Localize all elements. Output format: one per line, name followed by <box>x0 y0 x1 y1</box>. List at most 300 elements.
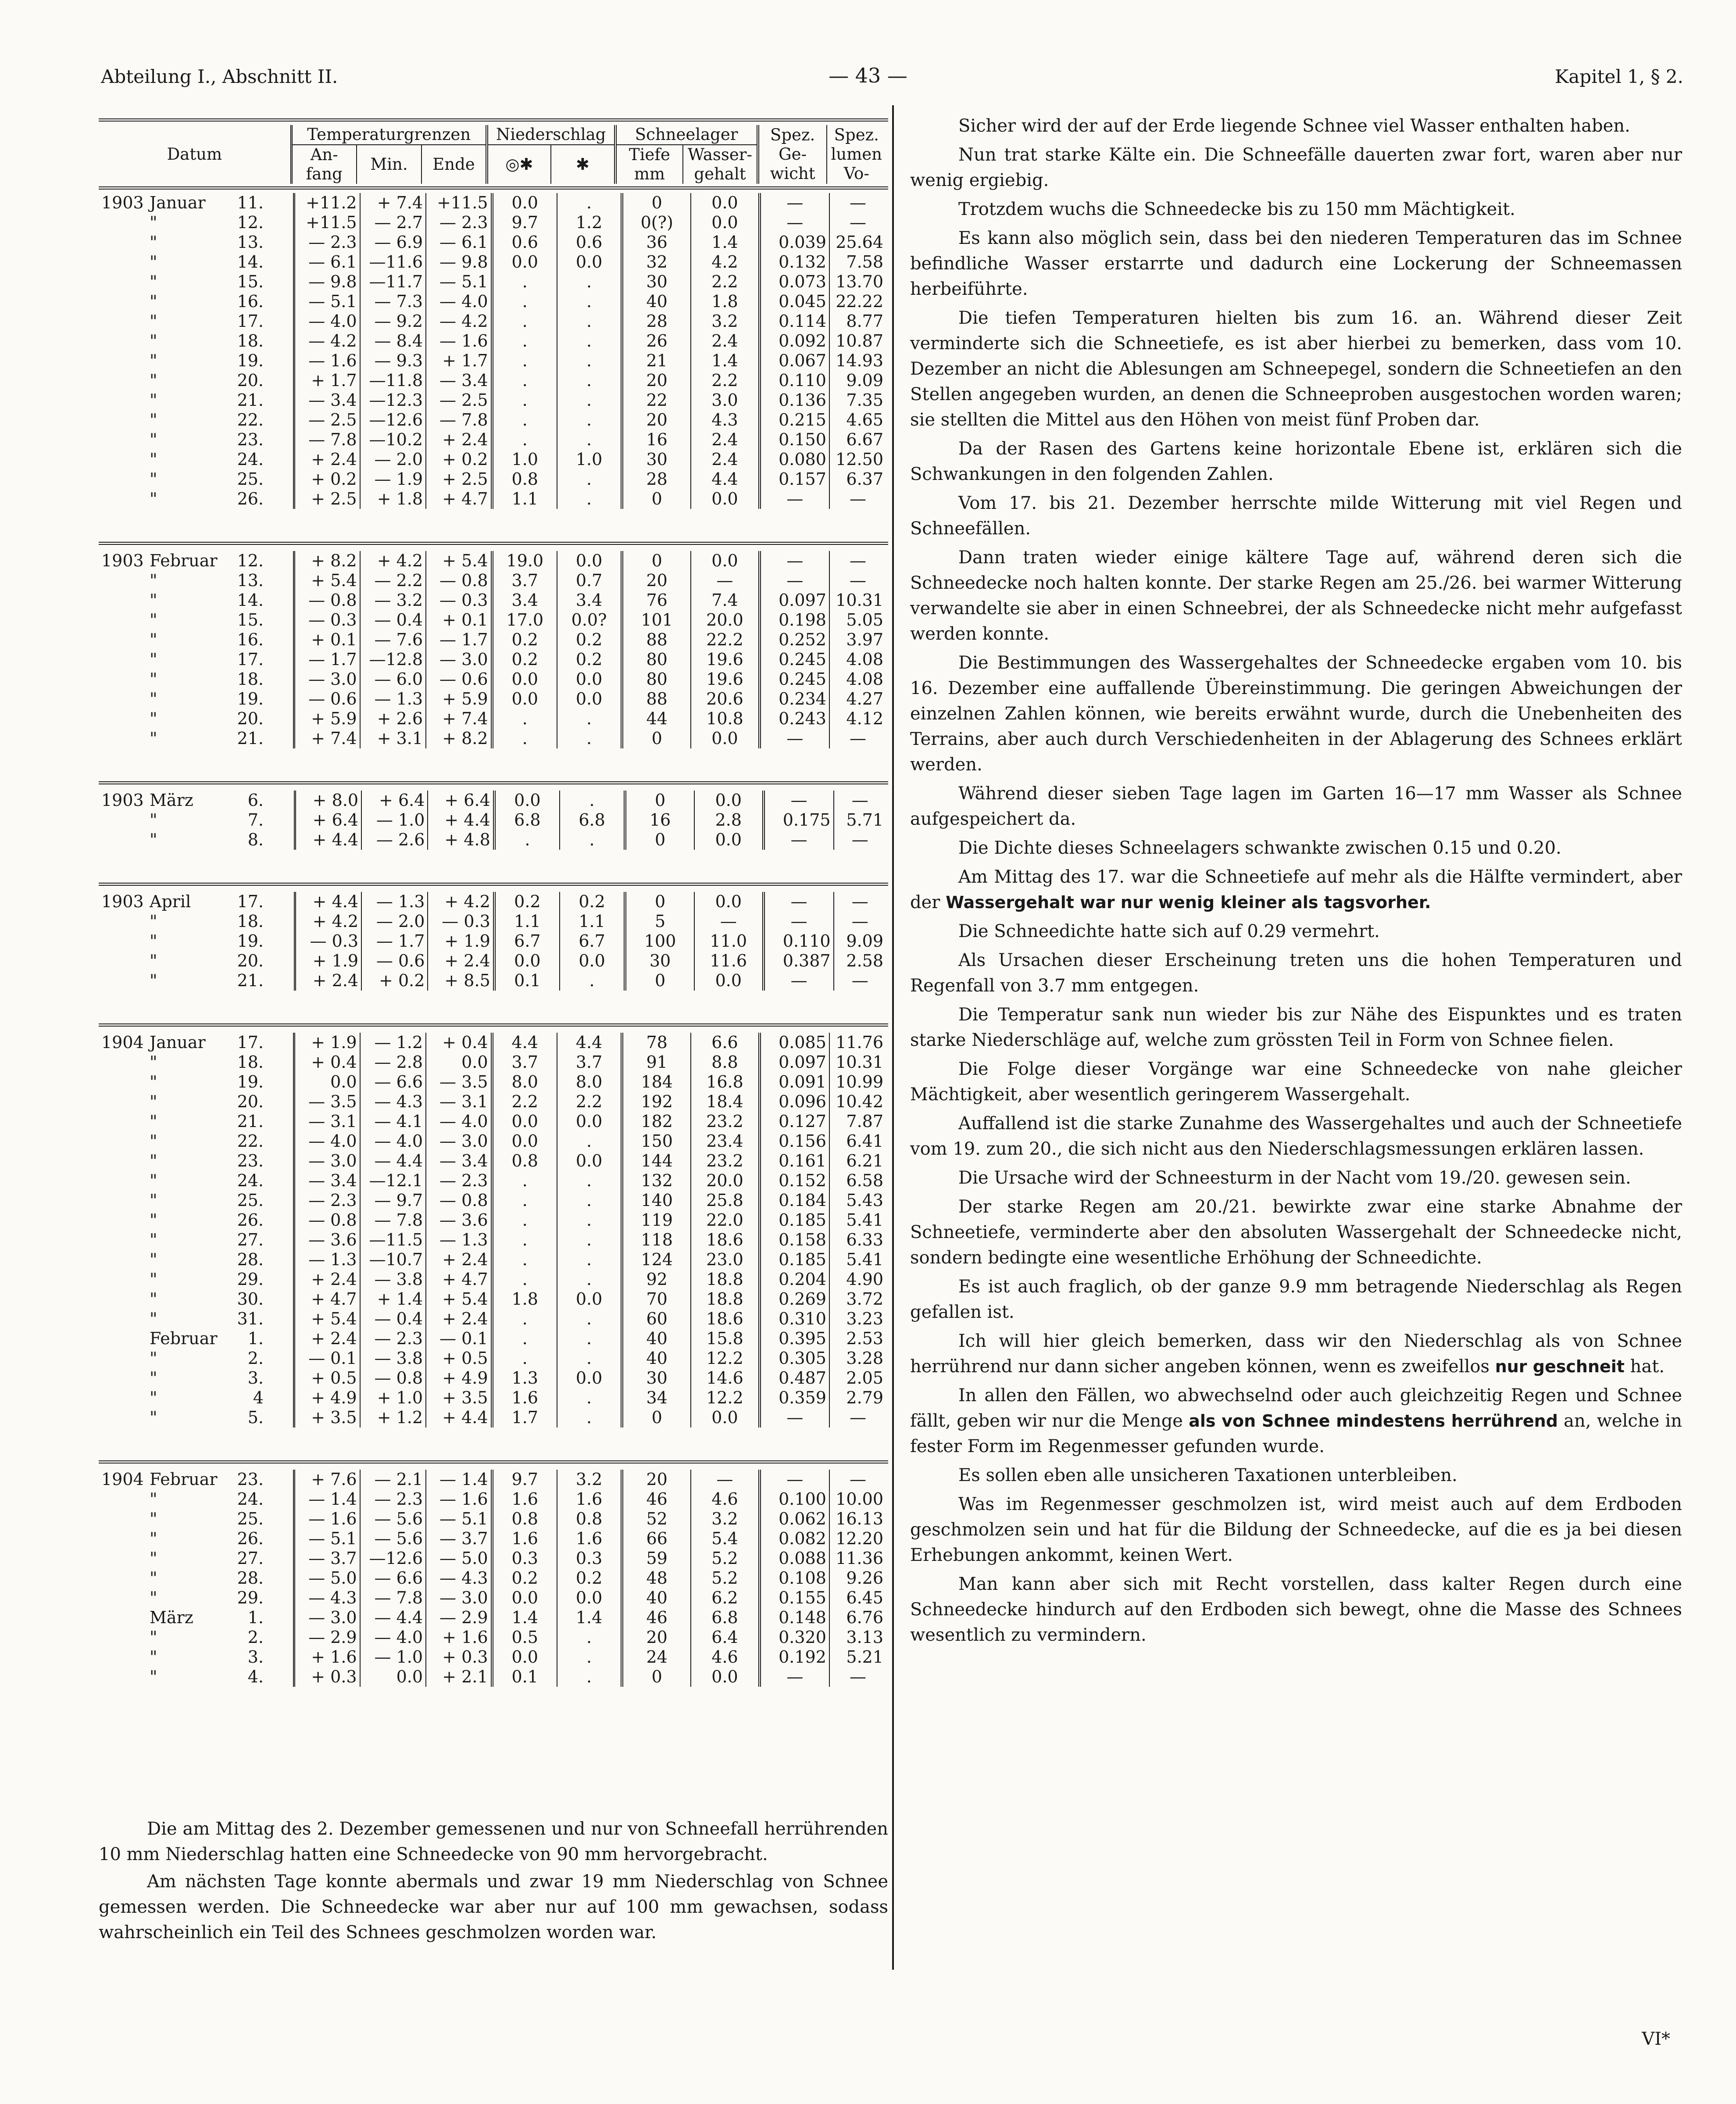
cell-min: — 9.3 <box>360 351 426 371</box>
cell-anfang: + 7.4 <box>294 729 360 748</box>
cell-tiefe: 0 <box>625 971 694 991</box>
cell-ende: — 2.5 <box>426 390 492 410</box>
cell-spez-volumen: 6.58 <box>829 1171 886 1191</box>
paragraph <box>910 1002 1682 1053</box>
cell-spez-gewicht: 0.136 <box>760 390 829 410</box>
cell-datum <box>99 292 294 311</box>
cell-tiefe: 40 <box>622 1588 691 1608</box>
cell-anfang: +11.2 <box>294 193 360 213</box>
cell-anfang: + 8.0 <box>295 791 361 810</box>
cell-min: — 2.7 <box>360 213 426 233</box>
cell-anfang: — 9.8 <box>294 272 360 292</box>
cell-spez-gewicht: 0.091 <box>760 1072 829 1092</box>
cell-schnee-niederschlag: . <box>557 1250 622 1270</box>
cell-schnee-niederschlag: 0.0 <box>557 669 622 689</box>
paragraph-text: Nun trat starke Kälte ein. Die Schneefälle dauerten zwar fort, waren aber nur wenig ergiebig. <box>910 145 1682 190</box>
header-schneelager: Schneelager <box>615 125 758 145</box>
cell-month: " <box>150 1509 157 1528</box>
cell-ende: + 5.4 <box>426 1289 492 1309</box>
cell-wassergehalt: 2.4 <box>691 430 760 450</box>
cell-month: " <box>150 610 157 630</box>
cell-schnee-niederschlag: 6.7 <box>560 931 625 951</box>
cell-spez-gewicht: — <box>760 193 829 213</box>
cell-spez-volumen: 3.13 <box>829 1628 886 1647</box>
cell-niederschlag: 2.2 <box>492 1092 557 1112</box>
cell-year: 1903 <box>101 551 144 570</box>
table-block <box>99 542 888 762</box>
cell-datum <box>99 1250 294 1270</box>
cell-spez-volumen: 3.23 <box>829 1309 886 1329</box>
cell-tiefe: 40 <box>622 292 691 311</box>
cell-schnee-niederschlag: . <box>560 971 625 991</box>
cell-month: " <box>150 1191 157 1210</box>
cell-ende: + 4.8 <box>428 830 494 850</box>
cell-wassergehalt: 18.6 <box>691 1309 760 1329</box>
cell-min: + 7.4 <box>360 193 426 213</box>
cell-tiefe: 140 <box>622 1191 691 1210</box>
table-row <box>99 469 886 489</box>
paragraph <box>910 197 1682 222</box>
cell-spez-volumen: — <box>829 551 886 571</box>
cell-spez-gewicht: 0.161 <box>760 1151 829 1171</box>
table-row <box>99 830 886 850</box>
cell-spez-volumen: 13.70 <box>829 272 886 292</box>
cell-spez-gewicht: 0.245 <box>760 669 829 689</box>
cell-tiefe: 0 <box>625 830 694 850</box>
cell-tiefe: 48 <box>622 1568 691 1588</box>
cell-min: —12.8 <box>360 650 426 669</box>
cell-spez-gewicht: 0.252 <box>760 630 829 650</box>
cell-niederschlag: 0.1 <box>492 1667 557 1687</box>
cell-tiefe: 28 <box>622 311 691 331</box>
cell-tiefe: 26 <box>622 331 691 351</box>
cell-min: — 4.3 <box>360 1092 426 1112</box>
table-row <box>99 1608 886 1628</box>
cell-schnee-niederschlag: . <box>557 1230 622 1250</box>
cell-tiefe: 28 <box>622 469 691 489</box>
cell-anfang: — 7.8 <box>294 430 360 450</box>
cell-schnee-niederschlag: . <box>557 1647 622 1667</box>
cell-month: " <box>150 1349 157 1368</box>
cell-day: 24. <box>237 450 264 469</box>
paragraph <box>910 490 1682 541</box>
cell-schnee-niederschlag: 0.0 <box>560 951 625 971</box>
cell-datum <box>99 1368 294 1388</box>
cell-anfang: — 3.0 <box>294 1151 360 1171</box>
cell-wassergehalt: 18.6 <box>691 1230 760 1250</box>
cell-day: 26. <box>237 1529 264 1548</box>
table-row <box>99 630 886 650</box>
cell-schnee-niederschlag: 1.2 <box>557 213 622 233</box>
cell-wassergehalt: 1.4 <box>691 351 760 371</box>
table-row <box>99 351 886 371</box>
cell-datum <box>99 912 295 931</box>
cell-wassergehalt: 4.4 <box>691 469 760 489</box>
cell-min: —11.8 <box>360 371 426 390</box>
cell-niederschlag: 1.7 <box>492 1408 557 1428</box>
cell-wassergehalt: 19.6 <box>691 650 760 669</box>
cell-min: — 7.8 <box>360 1210 426 1230</box>
cell-day: 24. <box>237 1489 264 1509</box>
table-row <box>99 1329 886 1349</box>
cell-tiefe: 46 <box>622 1489 691 1509</box>
cell-tiefe: 70 <box>622 1289 691 1309</box>
cell-spez-volumen: — <box>829 193 886 213</box>
cell-wassergehalt: 3.2 <box>691 1509 760 1529</box>
paragraph <box>910 1165 1682 1191</box>
cell-min: — 1.3 <box>360 689 426 709</box>
cell-spez-gewicht: 0.132 <box>760 252 829 272</box>
cell-month: " <box>150 1529 157 1548</box>
paragraph: Die am Mittag des 2. Dezember gemessenen und nur von Schneefall herrührenden 10 mm Niederschlag hatten eine Schneedecke von 90 mm hervorgebracht. <box>99 1819 888 1864</box>
cell-niederschlag: 9.7 <box>492 213 557 233</box>
cell-tiefe: 80 <box>622 669 691 689</box>
cell-year: 1903 <box>101 892 144 911</box>
cell-schnee-niederschlag: . <box>557 331 622 351</box>
cell-schnee-niederschlag: 1.6 <box>557 1529 622 1549</box>
cell-wassergehalt: 22.0 <box>691 1210 760 1230</box>
paragraph <box>910 545 1682 647</box>
cell-spez-volumen: 5.21 <box>829 1647 886 1667</box>
cell-niederschlag: 17.0 <box>492 610 557 630</box>
cell-niederschlag: 1.3 <box>492 1368 557 1388</box>
cell-year: 1903 <box>101 193 144 212</box>
cell-datum <box>99 1588 294 1608</box>
cell-ende: — 3.4 <box>426 1151 492 1171</box>
cell-spez-volumen: 8.77 <box>829 311 886 331</box>
cell-tiefe: 88 <box>622 630 691 650</box>
cell-tiefe: 16 <box>622 430 691 450</box>
table-top-rule <box>99 118 888 122</box>
cell-spez-volumen: 5.71 <box>834 810 886 830</box>
paragraph-text: Die Folge dieser Vorgänge war eine Schneedecke von nahe gleicher Mächtigkeit, aber wesentlich geringerem Wassergehalt. <box>910 1059 1682 1105</box>
header-niederschlag: Niederschlag <box>487 125 615 145</box>
cell-tiefe: 52 <box>622 1509 691 1529</box>
cell-min: — 6.6 <box>360 1568 426 1588</box>
table-row <box>99 709 886 729</box>
cell-ende: — 3.7 <box>426 1529 492 1549</box>
cell-schnee-niederschlag: . <box>557 1131 622 1151</box>
cell-spez-gewicht: 0.082 <box>760 1529 829 1549</box>
cell-wassergehalt: 23.2 <box>691 1112 760 1131</box>
cell-wassergehalt: 0.0 <box>694 830 764 850</box>
cell-day: 23. <box>237 1470 264 1489</box>
cell-ende: — 1.4 <box>426 1470 492 1489</box>
cell-anfang: + 4.2 <box>295 912 361 931</box>
table-row <box>99 551 886 571</box>
table-row <box>99 1052 886 1072</box>
cell-anfang: + 0.2 <box>294 469 360 489</box>
cell-day: 5. <box>247 1408 264 1427</box>
cell-month: Januar <box>150 193 206 212</box>
cell-month: " <box>150 430 157 449</box>
cell-datum <box>99 892 295 912</box>
cell-tiefe: 124 <box>622 1250 691 1270</box>
paragraph <box>910 1194 1682 1270</box>
cell-tiefe: 144 <box>622 1151 691 1171</box>
left-text-block <box>99 1816 888 1947</box>
cell-wassergehalt: 0.0 <box>694 971 764 991</box>
cell-datum <box>99 650 294 669</box>
cell-schnee-niederschlag: 2.2 <box>557 1092 622 1112</box>
cell-ende: + 2.4 <box>426 430 492 450</box>
cell-niederschlag: 0.8 <box>492 469 557 489</box>
cell-ende: — 3.5 <box>426 1072 492 1092</box>
cell-day: 12. <box>237 551 264 570</box>
table-row <box>99 489 886 509</box>
cell-min: — 7.6 <box>360 630 426 650</box>
cell-schnee-niederschlag: . <box>557 272 622 292</box>
cell-tiefe: 0 <box>622 1408 691 1428</box>
cell-day: 28. <box>237 1250 264 1269</box>
cell-spez-volumen: — <box>829 213 886 233</box>
cell-ende: + 2.4 <box>426 1250 492 1270</box>
cell-schnee-niederschlag: . <box>557 1349 622 1368</box>
cell-spez-gewicht: — <box>760 489 829 509</box>
cell-wassergehalt: 22.2 <box>691 630 760 650</box>
cell-spez-gewicht: 0.152 <box>760 1171 829 1191</box>
table-header <box>99 125 886 184</box>
cell-month: " <box>150 1628 157 1647</box>
paragraph-text: Die Temperatur sank nun wieder bis zur Nähe des Eispunktes und es traten starke Niederschläge auf, welche zum grössten Teil in Form von Schnee fielen. <box>910 1005 1682 1050</box>
cell-schnee-niederschlag: . <box>557 292 622 311</box>
cell-anfang: — 0.6 <box>294 689 360 709</box>
cell-niederschlag: . <box>494 830 560 850</box>
cell-schnee-niederschlag: 0.0 <box>557 551 622 571</box>
cell-schnee-niederschlag: 0.0 <box>557 1588 622 1608</box>
cell-month: " <box>150 1309 157 1328</box>
paragraph <box>910 1328 1682 1379</box>
cell-day: 21. <box>237 1112 264 1131</box>
cell-tiefe: 36 <box>622 233 691 252</box>
cell-datum <box>99 1529 294 1549</box>
cell-schnee-niederschlag: 3.7 <box>557 1052 622 1072</box>
cell-schnee-niederschlag: . <box>557 311 622 331</box>
paragraph <box>910 1056 1682 1107</box>
cell-spez-gewicht: 0.175 <box>764 810 834 830</box>
cell-month: " <box>150 1112 157 1131</box>
cell-min: — 2.3 <box>360 1489 426 1509</box>
cell-datum <box>99 551 294 571</box>
cell-schnee-niederschlag: 1.1 <box>560 912 625 931</box>
table-row <box>99 1388 886 1408</box>
cell-day: 30. <box>237 1289 264 1309</box>
table-row <box>99 1408 886 1428</box>
cell-day: 22. <box>237 410 264 429</box>
cell-ende: — 3.6 <box>426 1210 492 1230</box>
cell-niederschlag: 0.2 <box>492 630 557 650</box>
cell-anfang: + 4.4 <box>295 830 361 850</box>
cell-wassergehalt: 0.0 <box>691 729 760 748</box>
cell-spez-volumen: 2.05 <box>829 1368 886 1388</box>
paragraph-text: Auffallend ist die starke Zunahme des Wassergehaltes und auch der Schneetiefe vom 19. zum 20., die sich nicht aus den Niederschlagsmessungen erklären lassen. <box>910 1113 1682 1159</box>
cell-schnee-niederschlag: 0.8 <box>557 1509 622 1529</box>
table-row <box>99 590 886 610</box>
table-row <box>99 430 886 450</box>
cell-schnee-niederschlag: 0.2 <box>557 630 622 650</box>
cell-schnee-niederschlag: 6.8 <box>560 810 625 830</box>
cell-niederschlag: . <box>492 1309 557 1329</box>
paragraph-text: In allen den Fällen, wo abwechselnd oder auch gleichzeitig Regen und Schnee fällt, geben wir nur die Menge <box>910 1385 1682 1431</box>
cell-ende: — 6.1 <box>426 233 492 252</box>
cell-anfang: + 4.7 <box>294 1289 360 1309</box>
cell-anfang: — 3.0 <box>294 669 360 689</box>
cell-tiefe: 34 <box>622 1388 691 1408</box>
cell-spez-volumen: 4.65 <box>829 410 886 430</box>
cell-anfang: — 2.5 <box>294 410 360 430</box>
cell-niederschlag: . <box>492 331 557 351</box>
table-block <box>99 190 888 522</box>
cell-spez-volumen: 11.36 <box>829 1549 886 1568</box>
header-spez-volumen: Spez. lumen Vo- <box>827 125 886 184</box>
cell-spez-gewicht: 0.387 <box>764 951 834 971</box>
cell-spez-gewicht: 0.215 <box>760 410 829 430</box>
cell-anfang: + 2.4 <box>295 971 361 991</box>
cell-schnee-niederschlag: . <box>557 1309 622 1329</box>
cell-spez-gewicht: — <box>764 892 834 912</box>
cell-datum <box>99 469 294 489</box>
cell-anfang: 0.0 <box>294 1072 360 1092</box>
cell-anfang: — 4.0 <box>294 1131 360 1151</box>
cell-wassergehalt: 18.4 <box>691 1092 760 1112</box>
cell-datum <box>99 233 294 252</box>
cell-spez-gewicht: 0.395 <box>760 1329 829 1349</box>
cell-min: — 1.0 <box>360 1647 426 1667</box>
cell-month: " <box>150 1270 157 1289</box>
cell-min: — 4.0 <box>360 1131 426 1151</box>
cell-ende: — 2.3 <box>426 1171 492 1191</box>
table-row <box>99 1349 886 1368</box>
table-row <box>99 912 886 931</box>
cell-datum <box>99 450 294 469</box>
paragraph-text: Die Dichte dieses Schneelagers schwankte zwischen 0.15 und 0.20. <box>958 838 1561 858</box>
cell-spez-volumen: — <box>834 912 886 931</box>
cell-niederschlag: . <box>492 1329 557 1349</box>
cell-schnee-niederschlag: 0.0 <box>557 1289 622 1309</box>
cell-day: 2. <box>247 1628 264 1647</box>
cell-tiefe: 30 <box>622 450 691 469</box>
cell-spez-volumen: 10.00 <box>829 1489 886 1509</box>
cell-spez-gewicht: 0.088 <box>760 1549 829 1568</box>
paragraph-text: Vom 17. bis 21. Dezember herrschte milde Witterung mit viel Regen und Schneefällen. <box>910 493 1682 539</box>
table-row <box>99 1072 886 1092</box>
cell-datum <box>99 1052 294 1072</box>
cell-tiefe: 40 <box>622 1349 691 1368</box>
table-row <box>99 650 886 669</box>
cell-month: " <box>150 351 157 370</box>
cell-wassergehalt: 4.3 <box>691 410 760 430</box>
cell-day: 19. <box>237 689 264 708</box>
cell-min: + 1.2 <box>360 1408 426 1428</box>
cell-schnee-niederschlag: . <box>557 729 622 748</box>
cell-spez-volumen: 3.72 <box>829 1289 886 1309</box>
header-min: Min. <box>357 145 422 184</box>
table-row <box>99 729 886 748</box>
cell-day: 20. <box>237 1092 264 1111</box>
paragraph-text: Die tiefen Temperaturen hielten bis zum 16. an. Während dieser Zeit verminderte sich die Schneetiefe, es ist aber hierbei zu bemerken, dass vom 10. Dezember an nicht die Ablesungen am Schneepegel, sondern die Schneetiefen an den Stellen angegeben wurden, an denen die Schneeproben ausgestochen worden waren; sie stellten die Mittel aus den Höhen von meist fünf Proben dar. <box>910 308 1682 430</box>
cell-ende: — 1.3 <box>426 1230 492 1250</box>
cell-anfang: — 4.2 <box>294 331 360 351</box>
cell-ende: + 4.4 <box>428 810 494 830</box>
cell-ende: — 5.1 <box>426 1509 492 1529</box>
cell-anfang: + 5.9 <box>294 709 360 729</box>
cell-schnee-niederschlag: . <box>557 1171 622 1191</box>
cell-month: " <box>150 709 157 728</box>
table-row <box>99 1250 886 1270</box>
cell-spez-gewicht: 0.204 <box>760 1270 829 1289</box>
cell-spez-volumen: 7.58 <box>829 252 886 272</box>
cell-min: — 5.6 <box>360 1509 426 1529</box>
cell-anfang: + 3.5 <box>294 1408 360 1428</box>
cell-ende: — 1.6 <box>426 1489 492 1509</box>
cell-datum <box>99 272 294 292</box>
cell-ende: + 4.7 <box>426 489 492 509</box>
cell-anfang: — 5.0 <box>294 1568 360 1588</box>
cell-anfang: — 0.3 <box>294 610 360 630</box>
cell-tiefe: 0 <box>625 892 694 912</box>
paragraph-text: Es sollen eben alle unsicheren Taxationen unterbleiben. <box>958 1465 1457 1485</box>
cell-tiefe: 30 <box>622 272 691 292</box>
cell-month: " <box>150 1489 157 1509</box>
cell-niederschlag: 0.0 <box>492 1131 557 1151</box>
table-row <box>99 931 886 951</box>
cell-wassergehalt: 5.2 <box>691 1568 760 1588</box>
cell-spez-volumen: 10.87 <box>829 331 886 351</box>
table-row <box>99 1628 886 1647</box>
cell-spez-volumen: — <box>834 971 886 991</box>
cell-wassergehalt: 18.8 <box>691 1289 760 1309</box>
cell-datum <box>99 590 294 610</box>
cell-min: — 0.8 <box>360 1368 426 1388</box>
data-table-column <box>99 118 888 1700</box>
cell-min: — 2.1 <box>360 1470 426 1489</box>
cell-min: —12.1 <box>360 1171 426 1191</box>
right-text-column <box>910 113 1682 1651</box>
cell-day: 21. <box>237 971 264 990</box>
cell-month: " <box>150 410 157 429</box>
cell-schnee-niederschlag: 8.0 <box>557 1072 622 1092</box>
cell-niederschlag: 1.4 <box>492 1608 557 1628</box>
paragraph-text: an, welche in fester Form im Regenmesser gefunden wurde. <box>910 1411 1682 1456</box>
cell-schnee-niederschlag: 1.0 <box>557 450 622 469</box>
cell-ende: — 7.8 <box>426 410 492 430</box>
paragraph <box>910 436 1682 487</box>
cell-anfang: — 4.0 <box>294 311 360 331</box>
cell-anfang: — 0.8 <box>294 1210 360 1230</box>
cell-ende: — 4.0 <box>426 1112 492 1131</box>
cell-day: 29. <box>237 1588 264 1607</box>
cell-day: 31. <box>237 1309 264 1328</box>
cell-datum <box>99 1489 294 1509</box>
cell-schnee-niederschlag: 0.0 <box>557 1112 622 1131</box>
header-spez-gewicht: Spez. Ge- wicht <box>758 125 827 184</box>
cell-month: " <box>150 233 157 252</box>
cell-spez-gewicht: 0.110 <box>764 931 834 951</box>
cell-month: " <box>150 630 157 649</box>
cell-spez-volumen: 10.31 <box>829 590 886 610</box>
cell-wassergehalt: 2.2 <box>691 272 760 292</box>
cell-min: — 1.9 <box>360 469 426 489</box>
paragraph <box>910 650 1682 777</box>
cell-min: — 1.2 <box>360 1033 426 1052</box>
cell-wassergehalt: 0.0 <box>691 1408 760 1428</box>
cell-datum <box>99 1667 294 1687</box>
cell-spez-gewicht: 0.156 <box>760 1131 829 1151</box>
cell-min: — 2.6 <box>361 830 428 850</box>
cell-niederschlag: 8.0 <box>492 1072 557 1092</box>
cell-month: " <box>150 213 157 232</box>
cell-spez-volumen: 12.20 <box>829 1529 886 1549</box>
